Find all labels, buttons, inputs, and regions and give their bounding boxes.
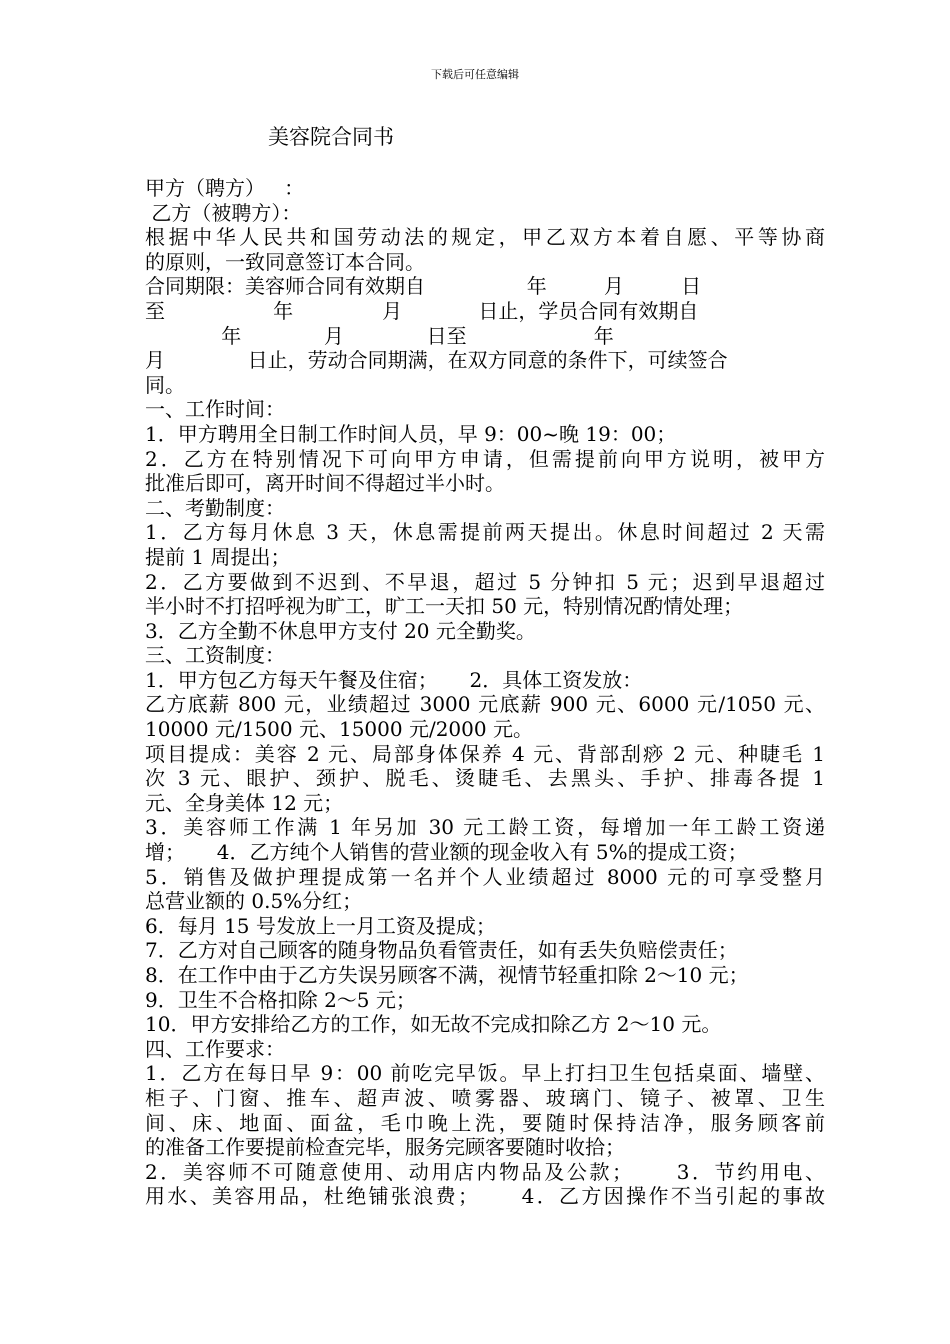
text-line: 至 年 月 日止，学员合同有效期自: [145, 298, 699, 323]
text-line: 半小时不打招呼视为旷工，旷工一天扣 50 元，特别情况酌情处理；: [145, 594, 744, 619]
text-line: 3．乙方全勤不休息甲方支付 20 元全勤奖。: [145, 618, 536, 643]
text-line: 1．乙方每月休息 3 天，休息需提前两天提出。休息时间超过 2 天需: [145, 520, 825, 545]
text-line: 合同期限：美容师合同有效期自 年 月 日: [145, 274, 702, 299]
text-line: 5．销售及做护理提成第一名并个人业绩超过 8000 元的可享受整月: [145, 864, 825, 889]
text-line: 提前 1 周提出；: [145, 544, 291, 569]
text-line: 1．甲方聘用全日制工作时间人员，早 9：00~晚 19：00；: [145, 421, 677, 446]
text-line: 一、工作时间：: [145, 397, 285, 422]
text-line: 的准备工作要提前检查完毕，服务完顾客要随时收拾；: [145, 1135, 625, 1160]
text-line: 总营业额的 0.5%分红；: [145, 889, 363, 914]
text-line: 2．乙方在特别情况下可向甲方申请，但需提前向甲方说明，被甲方: [145, 446, 825, 471]
text-line: 甲方（聘方） ：: [145, 176, 305, 200]
text-line: 2．美容师不可随意使用、动用店内物品及公款； 3．节约用电、: [145, 1159, 825, 1184]
text-line: 月 日止，劳动合同期满，在双方同意的条件下，可续签合: [145, 348, 728, 373]
text-line: 8．在工作中由于乙方失误另顾客不满，视情节轻重扣除 2～10 元；: [145, 963, 749, 987]
text-line: 年 月 日至 年: [145, 323, 614, 348]
text-line: 根据中华人民共和国劳动法的规定，甲乙双方本着自愿、平等协商: [145, 225, 825, 250]
text-line: 1．甲方包乙方每天午餐及住宿； 2．具体工资发放：: [145, 667, 643, 692]
text-line: 3．美容师工作满 1 年另加 30 元工龄工资，每增加一年工龄工资递: [145, 815, 825, 840]
text-line: 9．卫生不合格扣除 2～5 元；: [145, 987, 416, 1012]
text-line: 6．每月 15 号发放上一月工资及提成；: [145, 913, 496, 938]
text-line: 元、全身美体 12 元；: [145, 790, 344, 815]
text-line: 间、床、地面、面盆，毛巾晚上洗，要随时保持洁净，服务顾客前: [145, 1110, 825, 1135]
text-line: 10000 元/1500 元、15000 元/2000 元。: [145, 717, 533, 742]
contract-body: [145, 176, 825, 1209]
text-line: 2．乙方要做到不迟到、不早退，超过 5 分钟扣 5 元；迟到早退超过: [145, 569, 825, 594]
text-line: 1．乙方在每日早 9：00 前吃完早饭。早上打扫卫生包括桌面、墙壁、: [145, 1061, 825, 1086]
document-title: 美容院合同书: [268, 125, 394, 149]
text-line: 同。: [145, 372, 185, 397]
text-line: 的原则，一致同意签订本合同。: [145, 249, 425, 274]
text-line: 用水、美容用品，杜绝铺张浪费； 4．乙方因操作不当引起的事故: [145, 1184, 825, 1209]
text-line: 乙方（被聘方）：: [145, 200, 302, 225]
text-line: 项目提成：美容 2 元、局部身体保养 4 元、背部刮痧 2 元、种睫毛 1: [145, 741, 825, 766]
text-line: 7．乙方对自己顾客的随身物品负看管责任，如有丢失负赔偿责任；: [145, 938, 738, 963]
text-line: 乙方底薪 800 元，业绩超过 3000 元底薪 900 元、6000 元/1050 元、: [145, 692, 825, 717]
text-line: 次 3 元、眼护、颈护、脱毛、烫睫毛、去黑头、手护、排毒各提 1: [145, 766, 825, 791]
header-note: 下载后可任意编辑: [431, 68, 519, 81]
text-line: 二、考勤制度：: [145, 495, 285, 520]
text-line: 增； 4．乙方纯个人销售的营业额的现金收入有 5%的提成工资；: [145, 840, 748, 865]
text-line: 三、工资制度：: [145, 643, 285, 668]
text-line: 10．甲方安排给乙方的工作，如无故不完成扣除乙方 2～10 元。: [145, 1012, 722, 1037]
text-line: 柜子、门窗、推车、超声波、喷雾器、玻璃门、镜子、被罩、卫生: [145, 1085, 825, 1110]
text-line: 四、工作要求：: [145, 1036, 285, 1061]
text-line: 批准后即可，离开时间不得超过半小时。: [145, 471, 505, 496]
